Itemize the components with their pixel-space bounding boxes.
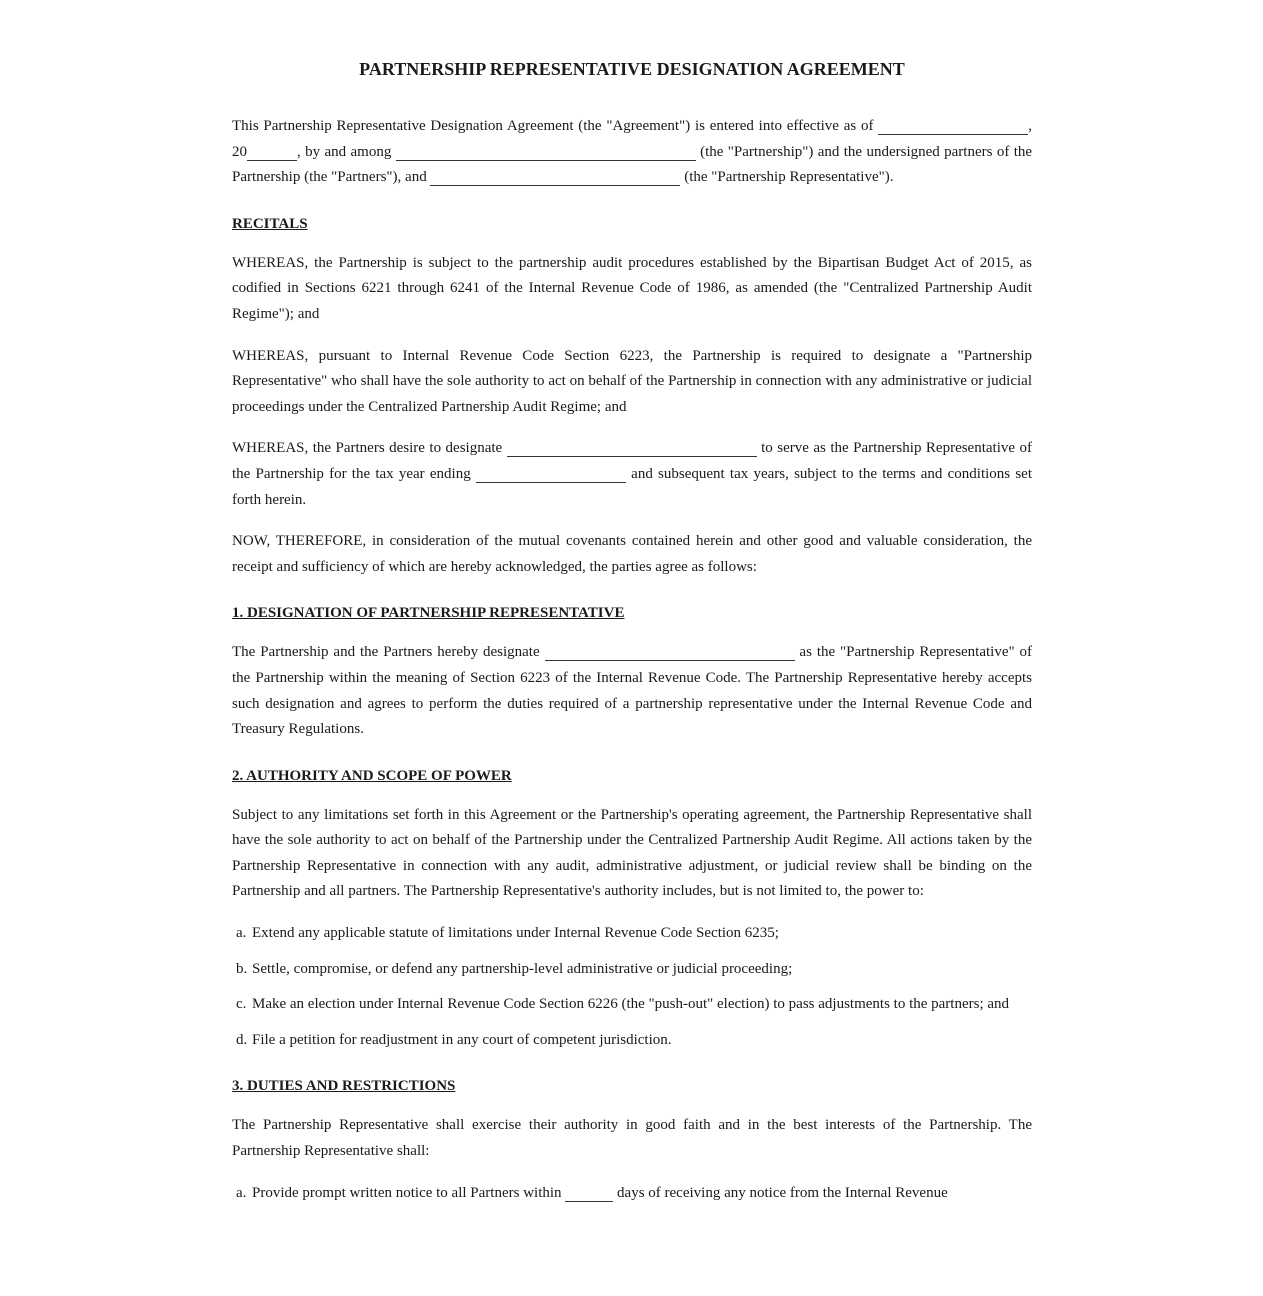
section-3-heading: 3. DUTIES AND RESTRICTIONS	[232, 1078, 456, 1095]
list-item	[232, 1181, 1032, 1207]
list-marker: c.	[236, 996, 247, 1013]
intro-text-1: This Partnership Representative Designation Agreement (the "Agreement") is entered into effective as of	[232, 118, 874, 134]
intro-text-3: , by and among	[297, 143, 392, 160]
designee-name-blank[interactable]	[507, 439, 757, 457]
list-marker: a.	[236, 925, 247, 942]
tax-year-ending-blank[interactable]	[476, 465, 626, 483]
intro-text-4: (the "Partnership") and the undersigned partners of the Partnership (the "Partners"), and	[232, 143, 1033, 186]
list-item-text: File a petition for readjustment in any court of competent jurisdiction.	[252, 1031, 672, 1048]
list-marker: a.	[236, 1184, 247, 1201]
recitals-heading: RECITALS	[232, 215, 308, 232]
section-1-text-a: The Partnership and the Partners hereby designate	[232, 644, 540, 661]
section-3-paragraph: The Partnership Representative shall exercise their authority in good faith and in the best interests of the Partnership. The Partnership Representative shall:	[232, 1117, 1032, 1160]
now-therefore-paragraph: NOW, THEREFORE, in consideration of the mutual covenants contained herein and other good and valuable consideration, the receipt and sufficiency of which are hereby acknowledged, the parties agree as follows:	[232, 533, 1032, 575]
document-title: PARTNERSHIP REPRESENTATIVE DESIGNATION AGREEMENT	[359, 59, 905, 79]
list-item	[232, 957, 1032, 983]
list-marker: b.	[236, 960, 248, 977]
whereas-3-text-a: WHEREAS, the Partners desire to designate	[232, 440, 503, 457]
section-1-heading: 1. DESIGNATION OF PARTNERSHIP REPRESENTATIVE	[232, 605, 625, 622]
section-1-paragraph	[232, 640, 1032, 742]
authority-list	[232, 921, 1032, 1053]
whereas-3	[232, 436, 1032, 513]
intro-text-5: (the "Partnership Representative").	[684, 169, 894, 186]
notice-days-blank[interactable]	[565, 1184, 613, 1202]
list-item-text: Make an election under Internal Revenue Code Section 6226 (the "push-out" election) to pass adjustments to the partners; and	[252, 996, 1010, 1013]
section-2-heading: 2. AUTHORITY AND SCOPE OF POWER	[232, 767, 512, 784]
list-marker: d.	[236, 1031, 248, 1048]
list-item	[232, 921, 1032, 947]
whereas-3-text-c: and subsequent tax years, subject to the terms and conditions set forth herein.	[232, 465, 1033, 508]
duties-list	[232, 1181, 1032, 1207]
intro-paragraph	[232, 114, 1032, 191]
list-item-text: Extend any applicable statute of limitations under Internal Revenue Code Section 6235;	[252, 925, 779, 942]
section-2-paragraph: Subject to any limitations set forth in this Agreement or the Partnership's operating agreement, the Partnership Representative shall have the sole authority to act on behalf of the Partnership under the Centralized Partnership Audit Regime. All actions taken by the Partnership Representative in connection with any audit, administrative adjustment, or judicial review shall be binding on the Partnership and all partners. The Partnership Representative's authority includes, but is not limited to, the power to:	[232, 806, 1032, 900]
whereas-2: WHEREAS, pursuant to Internal Revenue Code Section 6223, the Partnership is required to designate a "Partnership Representative" who shall have the sole authority to act on behalf of the Partnership in connection with any administrative or judicial proceedings under the Centralized Partnership Audit Regime; and	[232, 347, 1032, 415]
list-item	[232, 992, 1032, 1018]
document-page	[232, 56, 1032, 1218]
effective-date-blank[interactable]	[878, 117, 1028, 135]
partnership-name-blank[interactable]	[396, 143, 696, 161]
whereas-1: WHEREAS, the Partnership is subject to the partnership audit procedures established by the Bipartisan Budget Act of 2015, as codified in Sections 6221 through 6241 of the Internal Revenue Code of 1986, as amended (the "Centralized Partnership Audit Regime"); and	[232, 254, 1032, 322]
section-1-text-b: as the "Partnership Representative" of the Partnership within the meaning of Section 6223 of the Internal Revenue Code. The Partnership Representative hereby accepts such designation and agrees to perform the duties required of a partnership representative under the Internal Revenue Code and Treasury Regulations.	[232, 644, 1033, 738]
list-item-text-2: days of receiving any notice from the Internal Revenue	[617, 1184, 948, 1201]
whereas-3-text-b: to serve as the Partnership Representative of the Partnership for the tax year ending	[232, 440, 1032, 482]
list-item-text-1: Provide prompt written notice to all Partners within	[252, 1184, 562, 1201]
list-item	[232, 1028, 1032, 1054]
representative-name-blank[interactable]	[430, 168, 680, 186]
list-item-text: Settle, compromise, or defend any partnership-level administrative or judicial proceeding;	[252, 960, 793, 977]
designated-representative-blank[interactable]	[545, 643, 795, 661]
intro-text-2: , 20	[232, 118, 1033, 160]
year-blank[interactable]	[247, 143, 297, 161]
